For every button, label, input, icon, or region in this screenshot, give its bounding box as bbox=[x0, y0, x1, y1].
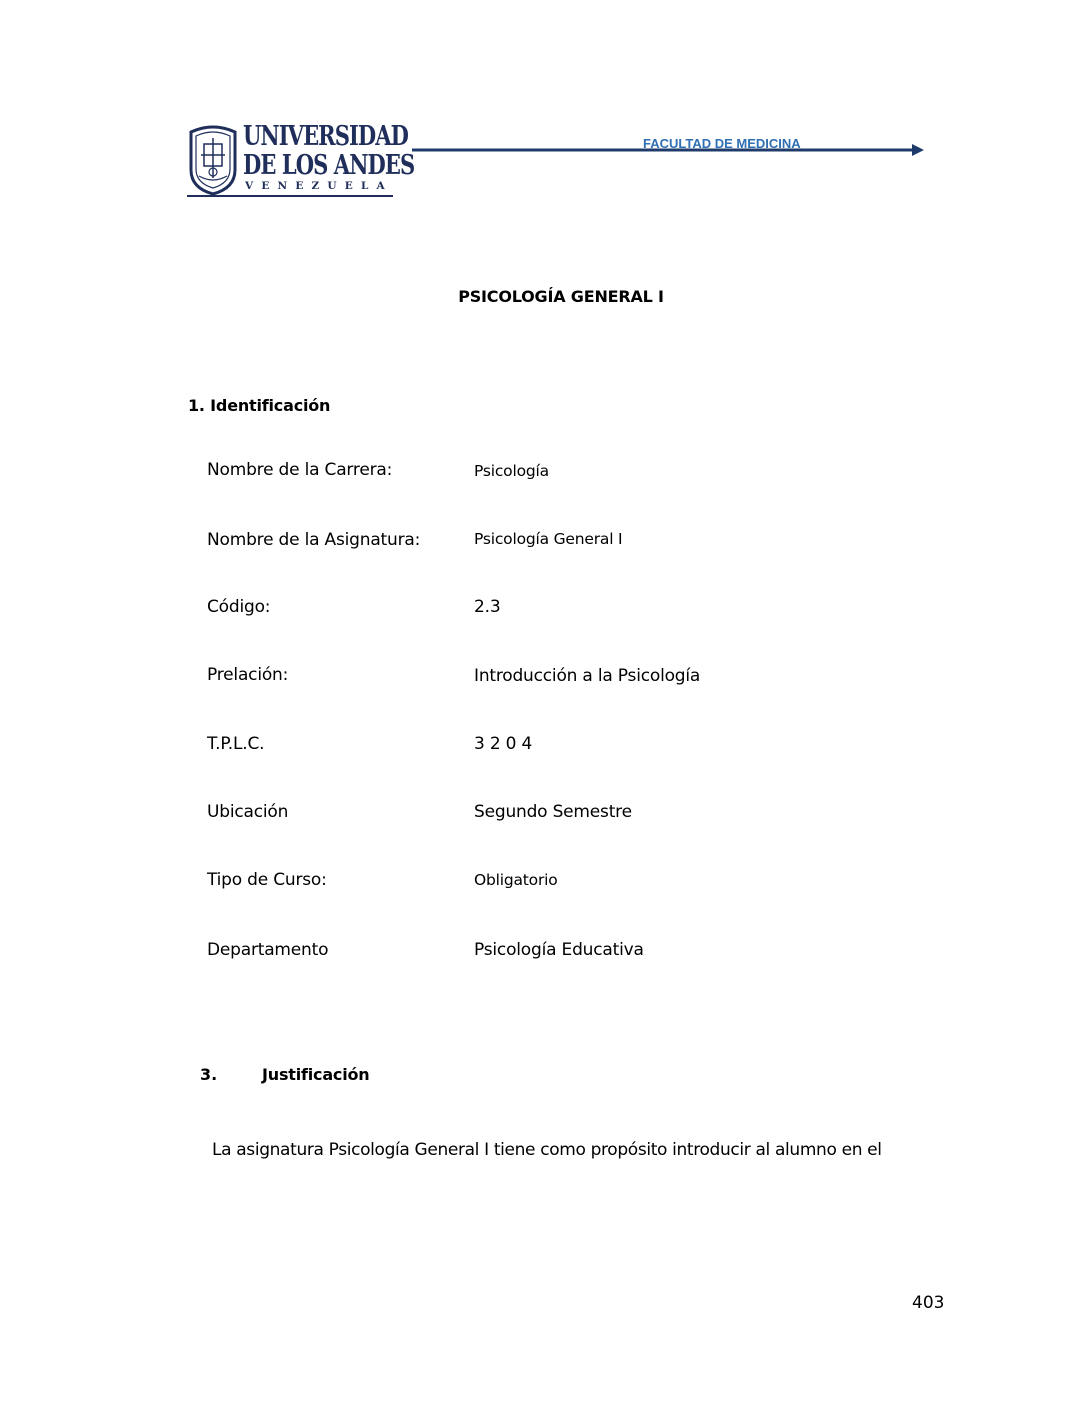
page-number: 403 bbox=[912, 1293, 945, 1313]
field-value-asignatura: Psicología General I bbox=[474, 530, 623, 548]
field-label-ubicacion: Ubicación bbox=[207, 802, 289, 822]
document-title: PSICOLOGÍA GENERAL I bbox=[458, 287, 664, 306]
field-value-prelacion: Introducción a la Psicología bbox=[474, 666, 701, 686]
field-label-codigo: Código: bbox=[207, 597, 271, 617]
logo-university-line-2: DE LOS ANDES bbox=[243, 150, 415, 181]
field-value-tipo-curso: Obligatorio bbox=[474, 871, 558, 889]
field-value-ubicacion: Segundo Semestre bbox=[474, 802, 632, 822]
section-justificacion-number: 3. bbox=[200, 1065, 218, 1084]
field-label-departamento: Departamento bbox=[207, 940, 329, 960]
field-label-tplc: T.P.L.C. bbox=[207, 734, 265, 754]
field-label-carrera: Nombre de la Carrera: bbox=[207, 460, 393, 480]
section-justificacion-heading: Justificación bbox=[262, 1065, 370, 1084]
logo-university-line-3: VENEZUELA bbox=[245, 180, 393, 192]
field-value-departamento: Psicología Educativa bbox=[474, 940, 644, 960]
faculty-name: FACULTAD DE MEDICINA bbox=[643, 136, 801, 151]
section-identificacion-heading: 1. Identificación bbox=[188, 396, 331, 415]
field-value-codigo: 2.3 bbox=[474, 597, 501, 617]
university-seal-icon bbox=[187, 124, 239, 196]
justification-paragraph: La asignatura Psicología General I tiene como propósito introducir al alumno en el bbox=[212, 1140, 882, 1160]
logo-university-line-1: UNIVERSIDAD bbox=[243, 121, 408, 152]
field-label-prelacion: Prelación: bbox=[207, 665, 289, 685]
field-value-carrera: Psicología bbox=[474, 462, 549, 480]
field-value-tplc: 3 2 0 4 bbox=[474, 734, 533, 754]
university-logo bbox=[187, 121, 415, 198]
logo-underline bbox=[187, 195, 393, 197]
field-label-asignatura: Nombre de la Asignatura: bbox=[207, 530, 421, 550]
field-label-tipo-curso: Tipo de Curso: bbox=[207, 870, 327, 890]
